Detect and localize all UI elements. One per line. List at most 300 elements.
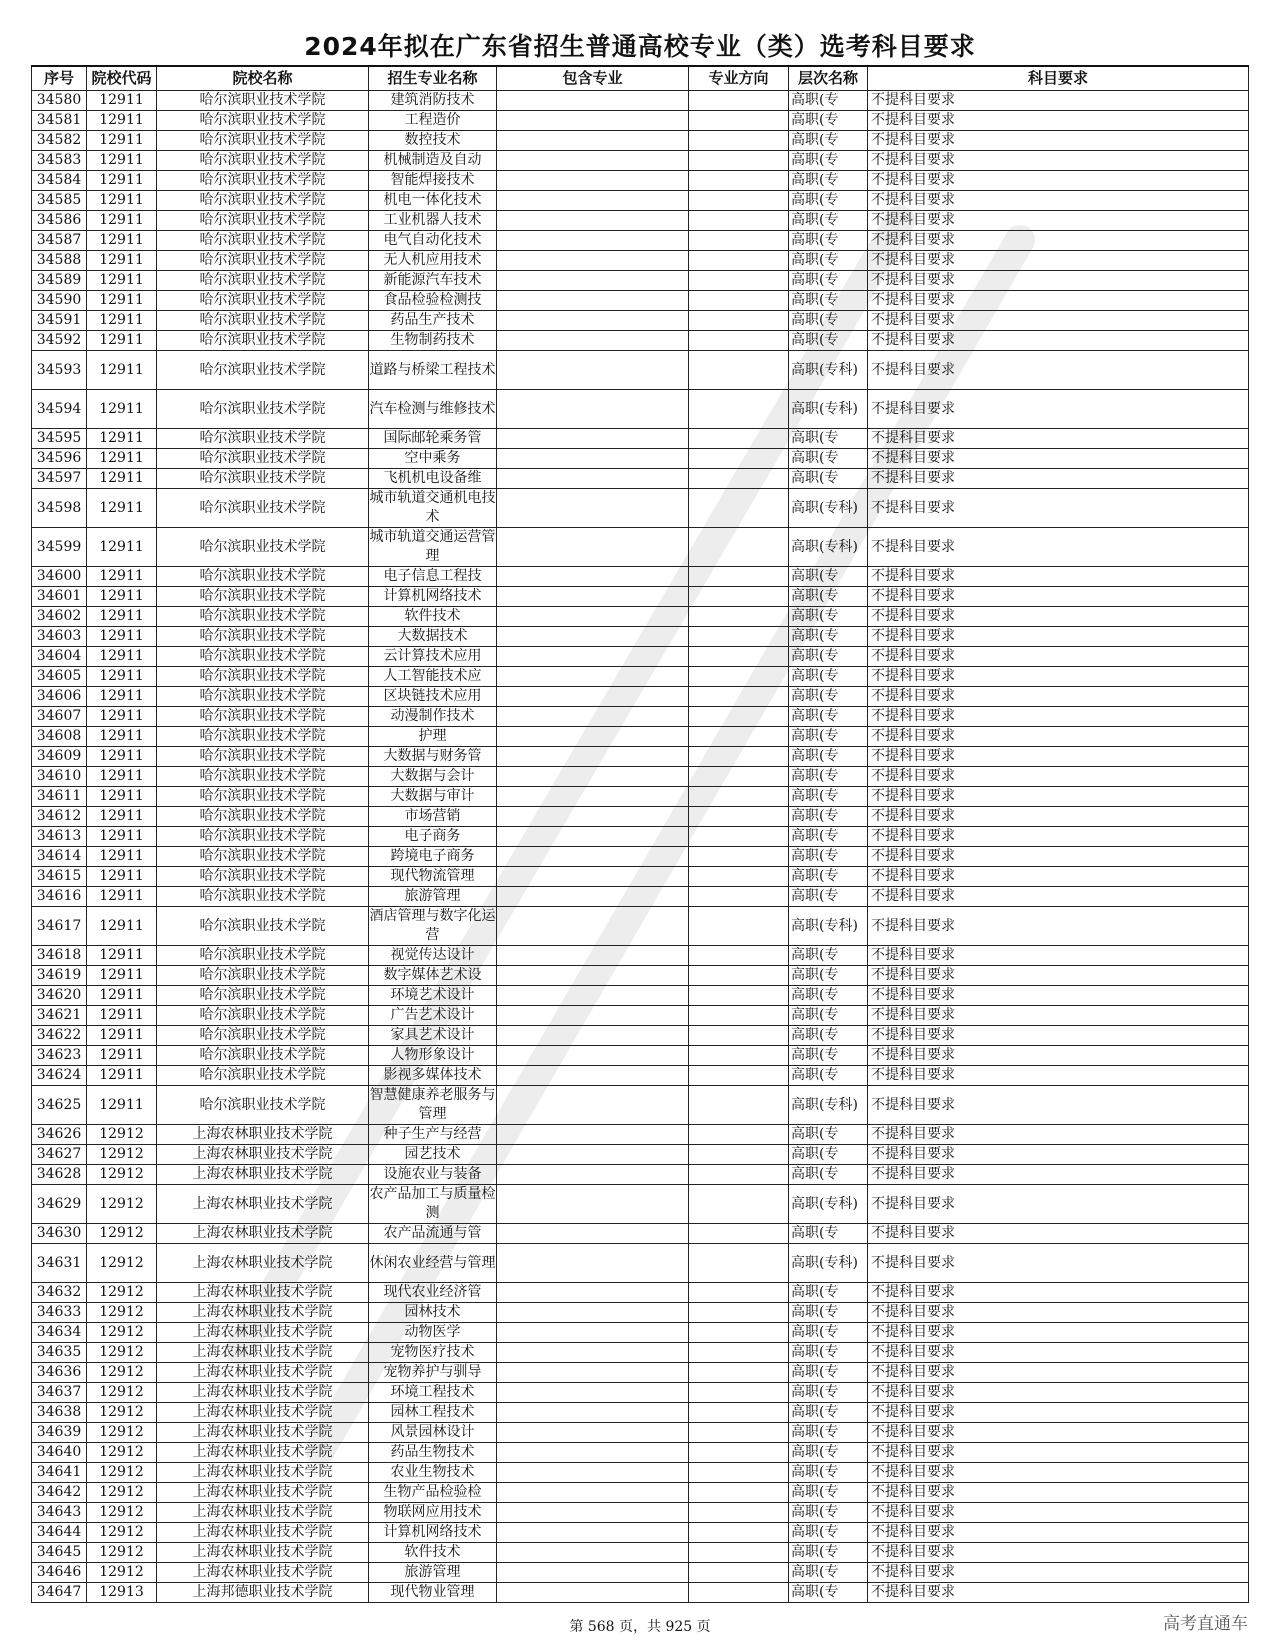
row-major-name: 国际邮轮乘务管 [369, 429, 497, 449]
row-major-name: 环境艺术设计 [369, 986, 497, 1006]
row-subject-requirement: 不提科目要求 [868, 907, 1249, 946]
row-major-direction [689, 767, 789, 787]
row-subject-requirement: 不提科目要求 [868, 171, 1249, 191]
row-school-code: 12911 [87, 707, 157, 727]
row-school-name: 上海农林职业技术学院 [157, 1563, 369, 1583]
row-school-name: 哈尔滨职业技术学院 [157, 807, 369, 827]
table-row [32, 111, 1249, 131]
row-subject-requirement: 不提科目要求 [868, 807, 1249, 827]
row-major-direction [689, 827, 789, 847]
row-included-majors [497, 1145, 689, 1165]
row-major-direction [689, 1543, 789, 1563]
header-major-direction: 专业方向 [689, 66, 789, 91]
row-school-code: 12911 [87, 271, 157, 291]
row-school-code: 12911 [87, 469, 157, 489]
row-level: 高职(专 [789, 331, 868, 351]
row-included-majors [497, 1086, 689, 1125]
row-subject-requirement: 不提科目要求 [868, 867, 1249, 887]
row-school-name: 哈尔滨职业技术学院 [157, 867, 369, 887]
row-school-name: 哈尔滨职业技术学院 [157, 707, 369, 727]
row-major-direction [689, 787, 789, 807]
row-major-name: 农产品加工与质量检测 [369, 1185, 497, 1224]
row-seq: 34632 [32, 1283, 87, 1303]
row-seq: 34606 [32, 687, 87, 707]
row-included-majors [497, 827, 689, 847]
row-major-direction [689, 449, 789, 469]
row-school-code: 12911 [87, 667, 157, 687]
row-seq: 34638 [32, 1403, 87, 1423]
row-school-name: 哈尔滨职业技术学院 [157, 469, 369, 489]
row-major-name: 农业生物技术 [369, 1463, 497, 1483]
row-school-code: 12912 [87, 1483, 157, 1503]
row-major-name: 跨境电子商务 [369, 847, 497, 867]
row-included-majors [497, 1323, 689, 1343]
row-included-majors [497, 191, 689, 211]
row-seq: 34593 [32, 351, 87, 390]
row-major-direction [689, 986, 789, 1006]
row-school-name: 上海农林职业技术学院 [157, 1383, 369, 1403]
table-row [32, 291, 1249, 311]
row-school-name: 哈尔滨职业技术学院 [157, 1066, 369, 1086]
row-major-direction [689, 627, 789, 647]
table-row [32, 1185, 1249, 1224]
row-included-majors [497, 687, 689, 707]
row-school-name: 哈尔滨职业技术学院 [157, 271, 369, 291]
row-school-code: 12912 [87, 1323, 157, 1343]
row-major-direction [689, 489, 789, 528]
table-row [32, 449, 1249, 469]
row-school-code: 12912 [87, 1503, 157, 1523]
row-school-code: 12911 [87, 1066, 157, 1086]
row-included-majors [497, 567, 689, 587]
table-row [32, 567, 1249, 587]
page-title: 2024年拟在广东省招生普通高校专业（类）选考科目要求 [304, 32, 976, 61]
row-seq: 34646 [32, 1563, 87, 1583]
row-major-name: 宠物医疗技术 [369, 1343, 497, 1363]
row-major-name: 广告艺术设计 [369, 1006, 497, 1026]
row-major-name: 飞机机电设备维 [369, 469, 497, 489]
row-major-name: 宠物养护与驯导 [369, 1363, 497, 1383]
table-row [32, 469, 1249, 489]
row-school-code: 12911 [87, 429, 157, 449]
row-seq: 34640 [32, 1443, 87, 1463]
table-row [32, 1224, 1249, 1244]
row-major-name: 软件技术 [369, 1543, 497, 1563]
table-row [32, 1523, 1249, 1543]
row-school-name: 哈尔滨职业技术学院 [157, 1086, 369, 1125]
row-school-name: 哈尔滨职业技术学院 [157, 390, 369, 429]
row-major-name: 药品生物技术 [369, 1443, 497, 1463]
row-subject-requirement: 不提科目要求 [868, 311, 1249, 331]
row-included-majors [497, 1224, 689, 1244]
row-major-direction [689, 151, 789, 171]
row-major-direction [689, 1303, 789, 1323]
row-school-name: 上海农林职业技术学院 [157, 1403, 369, 1423]
row-major-name: 大数据与财务管 [369, 747, 497, 767]
row-subject-requirement: 不提科目要求 [868, 1046, 1249, 1066]
row-major-direction [689, 727, 789, 747]
table-row [32, 1483, 1249, 1503]
row-level: 高职(专科) [789, 1086, 868, 1125]
row-subject-requirement: 不提科目要求 [868, 966, 1249, 986]
row-school-code: 12911 [87, 111, 157, 131]
row-major-name: 大数据技术 [369, 627, 497, 647]
row-school-name: 哈尔滨职业技术学院 [157, 687, 369, 707]
row-subject-requirement: 不提科目要求 [868, 111, 1249, 131]
row-included-majors [497, 1363, 689, 1383]
row-major-name: 云计算技术应用 [369, 647, 497, 667]
row-level: 高职(专 [789, 767, 868, 787]
row-included-majors [497, 331, 689, 351]
row-included-majors [497, 607, 689, 627]
row-level: 高职(专 [789, 191, 868, 211]
row-major-direction [689, 1026, 789, 1046]
row-subject-requirement: 不提科目要求 [868, 687, 1249, 707]
row-school-code: 12911 [87, 747, 157, 767]
table-row [32, 1303, 1249, 1323]
row-major-name: 电气自动化技术 [369, 231, 497, 251]
row-subject-requirement: 不提科目要求 [868, 1165, 1249, 1185]
row-major-name: 道路与桥梁工程技术 [369, 351, 497, 390]
row-major-direction [689, 1046, 789, 1066]
row-school-code: 12911 [87, 449, 157, 469]
row-major-name: 生物产品检验检 [369, 1483, 497, 1503]
row-subject-requirement: 不提科目要求 [868, 1563, 1249, 1583]
row-major-direction [689, 1343, 789, 1363]
row-seq: 34583 [32, 151, 87, 171]
row-included-majors [497, 171, 689, 191]
row-school-name: 哈尔滨职业技术学院 [157, 111, 369, 131]
row-subject-requirement: 不提科目要求 [868, 151, 1249, 171]
row-seq: 34591 [32, 311, 87, 331]
row-school-name: 上海农林职业技术学院 [157, 1224, 369, 1244]
row-school-code: 12911 [87, 727, 157, 747]
row-major-name: 大数据与审计 [369, 787, 497, 807]
row-seq: 34609 [32, 747, 87, 767]
row-school-name: 哈尔滨职业技术学院 [157, 429, 369, 449]
page-footer: 第 568 页，共 925 页 [569, 1619, 711, 1635]
row-level: 高职(专 [789, 667, 868, 687]
row-major-name: 护理 [369, 727, 497, 747]
row-included-majors [497, 767, 689, 787]
row-school-name: 哈尔滨职业技术学院 [157, 211, 369, 231]
row-level: 高职(专 [789, 231, 868, 251]
row-seq: 34614 [32, 847, 87, 867]
table-row [32, 1343, 1249, 1363]
row-school-name: 哈尔滨职业技术学院 [157, 489, 369, 528]
row-subject-requirement: 不提科目要求 [868, 1145, 1249, 1165]
row-major-direction [689, 390, 789, 429]
table-row [32, 946, 1249, 966]
row-seq: 34641 [32, 1463, 87, 1483]
table-row [32, 767, 1249, 787]
row-school-code: 12911 [87, 986, 157, 1006]
row-seq: 34617 [32, 907, 87, 946]
table-row [32, 311, 1249, 331]
row-subject-requirement: 不提科目要求 [868, 351, 1249, 390]
table-row [32, 966, 1249, 986]
row-included-majors [497, 1423, 689, 1443]
row-seq: 34616 [32, 887, 87, 907]
row-major-direction [689, 1463, 789, 1483]
row-major-direction [689, 429, 789, 449]
row-seq: 34629 [32, 1185, 87, 1224]
row-included-majors [497, 627, 689, 647]
row-major-name: 农产品流通与管 [369, 1224, 497, 1244]
row-subject-requirement: 不提科目要求 [868, 390, 1249, 429]
row-school-code: 12911 [87, 946, 157, 966]
requirements-table [31, 65, 1249, 1603]
row-school-code: 12911 [87, 251, 157, 271]
row-school-name: 哈尔滨职业技术学院 [157, 449, 369, 469]
row-school-code: 12912 [87, 1363, 157, 1383]
row-school-name: 上海农林职业技术学院 [157, 1185, 369, 1224]
row-major-name: 区块链技术应用 [369, 687, 497, 707]
row-school-code: 12912 [87, 1185, 157, 1224]
row-subject-requirement: 不提科目要求 [868, 887, 1249, 907]
row-included-majors [497, 1463, 689, 1483]
row-school-code: 12911 [87, 587, 157, 607]
row-seq: 34647 [32, 1583, 87, 1603]
row-included-majors [497, 1165, 689, 1185]
row-subject-requirement: 不提科目要求 [868, 131, 1249, 151]
row-included-majors [497, 1563, 689, 1583]
row-major-name: 机械制造及自动 [369, 151, 497, 171]
row-school-name: 上海农林职业技术学院 [157, 1543, 369, 1563]
row-subject-requirement: 不提科目要求 [868, 627, 1249, 647]
table-row [32, 667, 1249, 687]
row-school-code: 12911 [87, 1026, 157, 1046]
table-row [32, 1244, 1249, 1283]
row-major-direction [689, 311, 789, 331]
table-row [32, 587, 1249, 607]
row-major-direction [689, 91, 789, 111]
row-school-name: 哈尔滨职业技术学院 [157, 1026, 369, 1046]
row-school-code: 12911 [87, 627, 157, 647]
row-seq: 34597 [32, 469, 87, 489]
row-subject-requirement: 不提科目要求 [868, 1403, 1249, 1423]
row-school-code: 12911 [87, 1086, 157, 1125]
row-school-code: 12911 [87, 807, 157, 827]
row-major-name: 无人机应用技术 [369, 251, 497, 271]
row-school-name: 上海农林职业技术学院 [157, 1283, 369, 1303]
row-major-direction [689, 1563, 789, 1583]
row-included-majors [497, 151, 689, 171]
row-major-direction [689, 747, 789, 767]
table-row [32, 231, 1249, 251]
header-level: 层次名称 [789, 66, 868, 91]
row-subject-requirement: 不提科目要求 [868, 429, 1249, 449]
row-seq: 34581 [32, 111, 87, 131]
row-seq: 34612 [32, 807, 87, 827]
row-included-majors [497, 1383, 689, 1403]
row-major-name: 生物制药技术 [369, 331, 497, 351]
table-row [32, 867, 1249, 887]
row-included-majors [497, 271, 689, 291]
row-level: 高职(专 [789, 1224, 868, 1244]
row-school-code: 12912 [87, 1165, 157, 1185]
row-major-direction [689, 1583, 789, 1603]
row-seq: 34580 [32, 91, 87, 111]
row-school-name: 哈尔滨职业技术学院 [157, 747, 369, 767]
row-school-name: 哈尔滨职业技术学院 [157, 311, 369, 331]
row-major-name: 新能源汽车技术 [369, 271, 497, 291]
row-level: 高职(专 [789, 1283, 868, 1303]
row-major-direction [689, 211, 789, 231]
row-level: 高职(专 [789, 1125, 868, 1145]
row-major-name: 工程造价 [369, 111, 497, 131]
row-included-majors [497, 1026, 689, 1046]
row-seq: 34595 [32, 429, 87, 449]
row-major-name: 旅游管理 [369, 887, 497, 907]
row-seq: 34584 [32, 171, 87, 191]
row-major-direction [689, 271, 789, 291]
row-school-code: 12911 [87, 827, 157, 847]
row-seq: 34635 [32, 1343, 87, 1363]
row-school-code: 12911 [87, 191, 157, 211]
row-level: 高职(专 [789, 91, 868, 111]
row-included-majors [497, 449, 689, 469]
row-included-majors [497, 1343, 689, 1363]
row-subject-requirement: 不提科目要求 [868, 946, 1249, 966]
row-subject-requirement: 不提科目要求 [868, 727, 1249, 747]
row-major-name: 风景园林设计 [369, 1423, 497, 1443]
row-subject-requirement: 不提科目要求 [868, 211, 1249, 231]
row-seq: 34582 [32, 131, 87, 151]
row-level: 高职(专 [789, 469, 868, 489]
table-row [32, 1026, 1249, 1046]
row-level: 高职(专 [789, 1383, 868, 1403]
row-seq: 34642 [32, 1483, 87, 1503]
row-school-name: 哈尔滨职业技术学院 [157, 607, 369, 627]
row-major-name: 食品检验检测技 [369, 291, 497, 311]
row-included-majors [497, 429, 689, 449]
table-row [32, 331, 1249, 351]
row-seq: 34607 [32, 707, 87, 727]
row-included-majors [497, 847, 689, 867]
table-row [32, 1165, 1249, 1185]
row-level: 高职(专 [789, 1563, 868, 1583]
table-row [32, 907, 1249, 946]
row-subject-requirement: 不提科目要求 [868, 1323, 1249, 1343]
row-included-majors [497, 1523, 689, 1543]
row-included-majors [497, 747, 689, 767]
row-subject-requirement: 不提科目要求 [868, 1303, 1249, 1323]
row-major-direction [689, 1503, 789, 1523]
row-major-direction [689, 191, 789, 211]
row-seq: 34600 [32, 567, 87, 587]
row-school-name: 哈尔滨职业技术学院 [157, 191, 369, 211]
table-row [32, 1086, 1249, 1125]
row-subject-requirement: 不提科目要求 [868, 1583, 1249, 1603]
row-included-majors [497, 707, 689, 727]
header-included-majors: 包含专业 [497, 66, 689, 91]
row-major-name: 种子生产与经营 [369, 1125, 497, 1145]
row-subject-requirement: 不提科目要求 [868, 91, 1249, 111]
row-school-name: 上海农林职业技术学院 [157, 1503, 369, 1523]
row-major-name: 现代物业管理 [369, 1583, 497, 1603]
table-row [32, 1463, 1249, 1483]
row-major-name: 影视多媒体技术 [369, 1066, 497, 1086]
table-row [32, 1563, 1249, 1583]
row-school-code: 12912 [87, 1125, 157, 1145]
row-seq: 34627 [32, 1145, 87, 1165]
row-school-name: 哈尔滨职业技术学院 [157, 587, 369, 607]
row-included-majors [497, 1543, 689, 1563]
row-major-direction [689, 946, 789, 966]
row-school-code: 12911 [87, 847, 157, 867]
row-seq: 34603 [32, 627, 87, 647]
row-school-code: 12912 [87, 1145, 157, 1165]
row-major-direction [689, 131, 789, 151]
row-school-code: 12911 [87, 528, 157, 567]
row-level: 高职(专 [789, 449, 868, 469]
row-level: 高职(专 [789, 1006, 868, 1026]
row-included-majors [497, 1583, 689, 1603]
row-school-name: 哈尔滨职业技术学院 [157, 727, 369, 747]
row-included-majors [497, 787, 689, 807]
row-major-name: 动漫制作技术 [369, 707, 497, 727]
row-school-code: 12911 [87, 607, 157, 627]
row-school-name: 哈尔滨职业技术学院 [157, 91, 369, 111]
table-row [32, 787, 1249, 807]
row-school-name: 上海农林职业技术学院 [157, 1125, 369, 1145]
row-major-direction [689, 966, 789, 986]
row-included-majors [497, 986, 689, 1006]
row-seq: 34622 [32, 1026, 87, 1046]
row-seq: 34601 [32, 587, 87, 607]
row-major-direction [689, 331, 789, 351]
row-level: 高职(专科) [789, 1244, 868, 1283]
row-subject-requirement: 不提科目要求 [868, 1443, 1249, 1463]
table-row [32, 151, 1249, 171]
row-level: 高职(专 [789, 271, 868, 291]
row-subject-requirement: 不提科目要求 [868, 1423, 1249, 1443]
row-major-name: 智能焊接技术 [369, 171, 497, 191]
table-row [32, 986, 1249, 1006]
row-major-direction [689, 907, 789, 946]
row-seq: 34631 [32, 1244, 87, 1283]
table-row [32, 1125, 1249, 1145]
row-school-code: 12911 [87, 351, 157, 390]
row-major-direction [689, 687, 789, 707]
table-row [32, 627, 1249, 647]
row-level: 高职(专 [789, 946, 868, 966]
row-major-name: 汽车检测与维修技术 [369, 390, 497, 429]
row-seq: 34620 [32, 986, 87, 1006]
table-row [32, 707, 1249, 727]
row-level: 高职(专 [789, 1483, 868, 1503]
row-school-name: 哈尔滨职业技术学院 [157, 528, 369, 567]
row-included-majors [497, 390, 689, 429]
row-school-name: 哈尔滨职业技术学院 [157, 291, 369, 311]
row-major-name: 园艺技术 [369, 1145, 497, 1165]
row-seq: 34618 [32, 946, 87, 966]
row-school-name: 哈尔滨职业技术学院 [157, 787, 369, 807]
row-subject-requirement: 不提科目要求 [868, 1503, 1249, 1523]
row-major-direction [689, 1125, 789, 1145]
row-subject-requirement: 不提科目要求 [868, 647, 1249, 667]
row-major-name: 空中乘务 [369, 449, 497, 469]
row-school-code: 12912 [87, 1403, 157, 1423]
row-school-code: 12912 [87, 1383, 157, 1403]
row-level: 高职(专科) [789, 390, 868, 429]
row-seq: 34621 [32, 1006, 87, 1026]
row-school-name: 上海农林职业技术学院 [157, 1303, 369, 1323]
row-level: 高职(专 [789, 787, 868, 807]
row-major-name: 视觉传达设计 [369, 946, 497, 966]
row-seq: 34639 [32, 1423, 87, 1443]
